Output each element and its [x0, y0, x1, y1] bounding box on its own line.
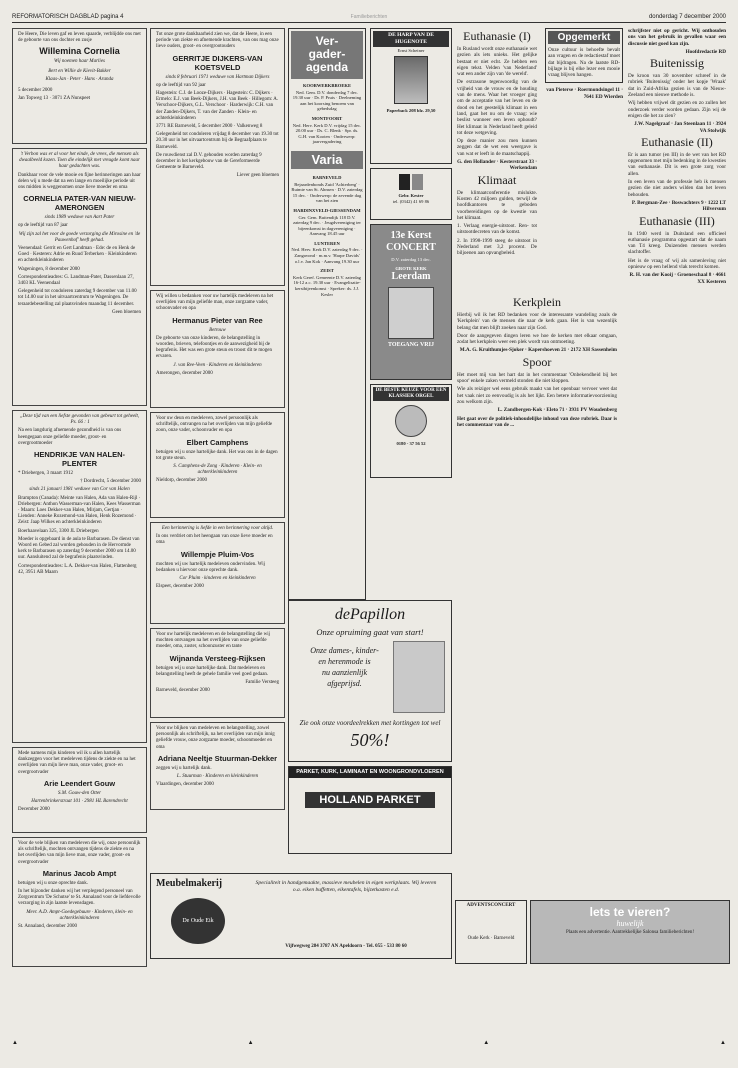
anniv-address: 3771 RE Barneveld, 5 december 2000 · Valkenweg 8: [156, 124, 263, 130]
zeist-text: Kerk Geref. Gemeente D.V. zaterdag 16-12 a.c. 19.30 uur · Evangelisatie-kerstbijeenkomst · Spreker: ds. J.J. Kesler: [293, 274, 361, 297]
thanks2-date: Nieldorp, december 2000: [156, 478, 207, 484]
concert-photo: [388, 287, 434, 339]
e3-signature: R. H. van der Kooij · Groeneschaal 8 · 4661 XX Kesteren: [629, 272, 726, 285]
thanks5-by: L. Stuurman · Kinderen en kleinkinderen: [176, 774, 259, 780]
papillon-photo: [393, 641, 445, 713]
thanks4-body: betuigen wij u onze hartelijke dank. Dat medeleven en belangstelling heeft de gehele familie veel goed gedaan.: [156, 665, 269, 677]
barneveld-heading: BARNEVELD: [312, 174, 342, 180]
thanks1-date: Amerongen, december 2000: [156, 370, 213, 376]
cd-ad: [370, 384, 452, 478]
hardinxveld-heading: HARDINXVELD-GIESSENDAM: [293, 207, 361, 213]
thanks3-date: Elspeet, december 2000: [156, 584, 204, 590]
anniv-since: sinds 8 februari 1971 weduwe van Hartman Dijkers: [165, 74, 270, 80]
papillon-line-1: Onze dames-, kinder-: [310, 646, 379, 655]
paper-name: REFORMATORISCH DAGBLAD pagina 4: [12, 14, 124, 20]
anniv-age: op de leeftijd van 92 jaar: [156, 82, 206, 88]
opgemerkt-body: Onze cultuur is behoefte bevalt aan vragen en de redactiestaf moet dat bijdragen. Na de laatste RD-bijlage is bij elke lezer een mooie vraag blijven hangen.: [548, 47, 620, 79]
mark-icon: ▲: [483, 1040, 490, 1046]
spoor-note: Het gaat over de politiek-inhoudelijke inhoud van deze rubriek. Daar is het commentaar van de ...: [457, 415, 617, 428]
klimaat-p3: 2. In 1998-1999 steeg de uitstoot in Nederland met 3,2 procent. De biljoenen aan opvangbeleid.: [457, 237, 537, 257]
koor-text: Ned. Gem. D.V. donderdag 7 dec. 19.30 uur · Dr. P. Pruis · Deelneming aan het koorsing benoem van gebedsdag: [292, 89, 362, 112]
thanks3-verse: Een herinnering is liefde in een herinnering voor altijd.: [161, 526, 274, 531]
death1-text: Dankbaar voor de vele mooie en fijne herinneringen aan haar delen wij u mede dat na een lange en moeilijke periode uit ons midden is weggenomen onze lieve moeder en oma: [18, 172, 141, 191]
ads-column: [370, 28, 452, 482]
advent-title: ADVENTSCONCERT: [466, 903, 516, 908]
book-cover: [394, 56, 428, 104]
birth-announcement: [12, 28, 147, 144]
cd-phone: 0180 - 37 56 52: [396, 441, 426, 446]
thanks-pluim: [150, 522, 285, 624]
thanks2-name: Elbert Camphens: [186, 437, 249, 447]
left-column: [12, 28, 147, 971]
thanks-gouw: [12, 747, 147, 833]
papillon-ad: [288, 600, 452, 762]
birth-called: Wij noemen haar Marlies: [54, 59, 105, 65]
buitenissig-signature: J.W. Nagelgraaf · Jan Steenlaan 11 · 3924 VA Stolwijk: [634, 121, 726, 134]
thanks-camphens: [150, 412, 285, 518]
page-date: donderdag 7 december 2000: [648, 14, 726, 20]
section-name: Familieberichten: [350, 14, 388, 20]
spoor-signature: L. Zandbergen-Kok · Eleto 71 · 3931 PV Woudenberg: [497, 407, 617, 414]
agenda-column: [288, 28, 366, 604]
lets-sub: huwelijk: [616, 919, 644, 928]
e1-p1: In Rusland wordt onze euthanasie wet gezien als iets unieks. Het gelijke bestaat er niet echt. Ze hebben een eigen tekst. Velden 'van Nederland' wat een ander zijn van 'de wereld'.: [457, 46, 537, 78]
death3-text: Mede namens mijn kinderen wil ik u allen hartelijk dankzeggen voor het medeleven tijdens de ziekte en na het overlijden van mijn lieve man, onze vader, groot- en overgrootvader: [18, 751, 136, 775]
papillon-offer: Zie ook onze voordeelrekken met kortingen tot wel: [299, 719, 441, 727]
thanks1-text: Wij willen u bedanken voor uw hartelijk medeleven na het overlijden van mijn geliefde man, onze zorgzame vader, schoonvader en opa: [156, 294, 274, 312]
thanks-van-ree: [150, 290, 285, 408]
meubel-text: Specialiteit in handgemaakte, massieve meubelen in eigen werkplaats. Wij leveren o.a. eiken buffetten, eikentafels, bijzetkasten e.d.: [255, 880, 437, 893]
concert-free: TOEGANG VRIJ: [388, 342, 434, 349]
death1-spouse: sinds 1989 weduwe van Aart Pater: [44, 215, 115, 221]
letters-column-4: [628, 28, 726, 287]
death4-name: Marinus Jacob Ampt: [42, 868, 117, 878]
varia-title: Varia: [291, 151, 363, 169]
meubel-logo: [171, 898, 225, 944]
anniv-intro: Tot onze grote dankbaarheid zien we, dat de Heere, in een periode van ziekte en afnemende krachten, van ons mag onze lieve ouders, groot- en overgrootouders: [156, 32, 279, 50]
thanks1-role: Betrouw: [209, 327, 226, 333]
death2-died: † Dordrecht, 5 december 2000: [80, 479, 141, 485]
papillon-line-3: nu aanzienlijk: [321, 668, 368, 677]
book-ad: [370, 28, 452, 164]
death1-verse: 't Verbon was er al voor het einde, de vrees, die mensen als dwaalbeeld kozen. Toen die eindelijk met vreugde komt naar haar gedachten was.: [19, 152, 140, 170]
opgemerkt-title: Opgemerkt: [548, 31, 620, 44]
death-announcement-van-halen: [12, 410, 147, 743]
kerkplein-p1: Hierbij wil ik het RD bedanken voor de interessante wandeling zoals de 'Kerkplein' van de mensen die naar de kerk gaan. Het is van wezenlijk belang dat men blijft zoeken naar zijn God.: [457, 312, 617, 331]
thanks-versteeg: [150, 628, 285, 718]
thanks5-body: zeggen wij u hartelijk dank.: [156, 765, 212, 771]
anniv-service: De rouwdienst zal D.V. gehouden worden zaterdag 9 december in het kerkgebouw van de Gereformeerde Gemeente te Barneveld.: [156, 152, 262, 171]
death2-verse: „Deze tijd van een liefste gevonden van gebeurt tot geheelt, Ps. 66 : 1: [19, 414, 140, 426]
thanks2-body: betuigen wij u onze hartelijke dank. Het was ons in de dagen tot grote steun.: [156, 449, 278, 461]
death4-date: St. Annaland, december 2000: [18, 924, 78, 930]
zeist-heading: ZEIST: [320, 268, 334, 274]
death2-family: Brampton (Canada): Meinte van Halen, Ada van Halen-Rijl · Driebergen: Anthon Wasserman-van Halen, Kees Wasserman · Maarn: Loes Dekker-van Halen, Mirjam, Gertjan · Lienden: Anneke Rozemond-van Halen, Henk Rozemond · Zeist: Jaap Wilkes en achterkleinkinderen: [18, 495, 141, 526]
e2-signature: P. Bergman-Zee · Boswachters 9 · 1222 LT Hilversum: [631, 199, 726, 213]
birth-intro: De Heere, Die leven gaf en leven spaarde, verblijdde ons met de geboorte van ons dochter en zusje: [18, 32, 141, 44]
kerkplein-title: Kerkplein: [513, 295, 561, 309]
death2-since: sinds 21 januari 1981 weduwe van Cor van Halen: [29, 487, 130, 493]
hardinxveld-text: Ger. Gem. Buitendijk 118 D.V. zaterdag 9 dec. · Jeugdvereniging ter bijeenkomst in dagvereniging · Aanvang 18.45 uur: [293, 214, 361, 237]
death3-name: Arie Leendert Gouw: [43, 778, 116, 788]
anniv-condolence: Gelegenheid tot condoleren vrijdag 8 december van 19.30 tot 20.30 uur in het uitvaartcentrum bij de Begraafplaats te Barneveld.: [156, 132, 279, 150]
e2-title: Euthanasie (II): [641, 134, 713, 149]
thanks3-body: mochten wij uw hartelijk medeleven ondervinden. Wij bedanken u hiervoor onze oprechte dank.: [156, 561, 265, 573]
opgemerkt-box: [545, 28, 623, 83]
death3-date: December 2000: [18, 807, 50, 813]
advent-ad: [455, 900, 527, 964]
agenda-box: [288, 28, 366, 600]
koor-heading: KOORWERKBROEKE: [302, 83, 352, 88]
e1-signature: G. den Hollander · Kesterstraat 33 · Werkendam: [457, 159, 537, 172]
e1-p2: De extrasone tegenwoordig van de vrijheid van de vrouw en de houding van de mens. Waar het vroeger ging om de acceptatie van het leven en de dood en het geestelijk klimaat in een land, gaat het nu om de vraag: wie beslist wanneer een leven ophoudt? Het klimaat in Nederland heeft geleid tot deze wetgeving.: [457, 79, 537, 136]
klimaat-title: Klimaat: [477, 172, 517, 187]
e3-p2: Het is de vraag of wij als samenleving niet opnieuw op een hellend vlak terecht komen.: [628, 257, 726, 271]
kerkplein-p2: Door de aangegeven dingen leren we hoe de kerken met elkaar omgaan, zodat het kerkplein weer een plek wordt van ontmoeting.: [457, 332, 617, 346]
registration-marks: [12, 1040, 726, 1048]
parket-title: PARKET, KURK, LAMINAAT EN WOONGRONDVLOEREN: [289, 767, 451, 778]
death2-notice: Moeder is opgebaard in de aula te Barbarasen. De dienst van Woord en Gebed zal worden gehouden in de Hervormde kerk te Barbarasen op zaterdag 9 december 2000 om 14.00 uur. Aansluitend zal de begrafenis plaatsvinden.: [18, 536, 140, 561]
death1-note: Geen bloemen: [111, 309, 141, 315]
thanks1-name: Hermanus Pieter van Ree: [172, 315, 263, 325]
thanks4-name: Wijnanda Versteeg-Rijksen: [169, 653, 266, 663]
lunteren-text: Ned. Herv. Kerk D.V. zaterdag 9 dec. · Zangavond · m.m.v. 'Harpe Davids' o.l.v. Jan Kok · Aanvang 19.30 uur: [291, 247, 363, 264]
lets-text: Plaats een advertentie. Aantrekkelijke Salonsa familieberichten!: [565, 930, 694, 935]
concert-title: 13e Kerst CONCERT: [386, 230, 436, 253]
agenda-title-1: Ver-: [315, 34, 339, 48]
papillon-copy: [297, 645, 392, 689]
anniv-name: GERRITJE DIJKERS-VAN KOETSVELD: [172, 53, 263, 72]
thanks4-by: Familie Versteeg: [245, 680, 279, 686]
meubel-title: Meubelmakerij: [156, 878, 223, 889]
thanks5-date: Vlaardingen, december 2000: [156, 782, 214, 788]
book-author: Ernst Scheiner: [397, 48, 425, 53]
mark-icon: ▲: [720, 1040, 726, 1046]
middle-column: [150, 28, 285, 814]
meubel-ad: [150, 873, 452, 959]
spoor-p2: Wie als reiziger wel eens gebruik maakt van het openbaar vervoer weet dat het vaak niet zo eenvoudig is als het lijkt. Een betere informatievoorziening zou welkom zijn.: [457, 386, 617, 405]
cd-title: DE BESTE KEUZE VOOR EEN KLASSIEK ORGEL: [373, 387, 449, 401]
death2-name: HENDRIKJE VAN HALEN-PLENTER: [33, 450, 126, 469]
death4-by: Mevr. A.D. Ampt-Goedegebuure · Kinderen, klein- en achterkleinkinderen: [26, 909, 133, 921]
mark-icon: ▲: [12, 1040, 18, 1046]
letters-column-2: [457, 294, 617, 430]
thanks3-name: Willempje Pluim-Vos: [180, 549, 255, 559]
opgemerkt-signature: van Pieterse · Roermondsingel 11 · 7641 ED Wierden: [546, 87, 623, 100]
lets-title: lets te vieren?: [589, 905, 671, 919]
death-announcement-pater: [12, 148, 147, 406]
death2-correspondence: Correspondentieadres: L.A. Dekker-van Halen, Flattenberg 42, 3951 AB Maarn: [18, 563, 137, 575]
obituary-dijkers: [150, 28, 285, 286]
book-title: DE HARP VAN DE HUGENOTE: [373, 31, 449, 47]
thanks4-date: Barneveld, december 2000: [156, 688, 210, 694]
barneveld-text: Bejaardenbonds Zuid 'Achterberg' · Ruimte van St. Ahnsen · D.V. zaterdag 15 dec. · Onderwerp: de zevende dag van het zien: [291, 181, 363, 204]
death1-quote: Wij zijn zal het voor de goede verzorging die Mirosine en 'de Pauwenhof' heeft gehad.: [18, 231, 141, 243]
parket-ad: [288, 766, 452, 854]
e2-p2: In een leven van de professie heb ik mensen gezien die niet anders wilden dan het leven behouden.: [628, 179, 726, 198]
death2-text: Na een langdurig afnemende gezondheid is van ons heengegaan onze geliefde moeder, groot- en overgrootmoeder: [18, 428, 122, 446]
e2-p1: Er is aan tumor (en III) in de wet van het RD opgenomen met mijn bedenking in de kwesties van euthanasie. Dit is een grote zorg voor allen.: [628, 151, 726, 177]
concert-ad: [370, 224, 452, 380]
lets-vieren-ad: [530, 900, 730, 964]
schrijf-text: schrijfster niet op gericht. Wij onthouden ons van het gebruik in gevallen waar een discussie niet goed kan zijn.: [628, 28, 726, 47]
birth-date: 5 december 2000: [18, 88, 53, 94]
meubel-brand: De Oude Eik: [182, 918, 214, 924]
thanks1-by: J. van Ree-Veen · Kinderen en kleinkinderen: [173, 362, 262, 368]
letters-column-3: [545, 28, 623, 102]
buitenissig-title: Buitenissig: [649, 56, 704, 71]
death2-born: * Driebergen, 3 maart 1912: [18, 471, 74, 477]
birth-siblings: Klaas-Jan · Peter · Hans · Aranda: [45, 76, 114, 82]
thanks3-text: In ons verdriet om het heengaan van onze lieve moeder en oma: [156, 534, 273, 546]
lunteren-heading: LUNTEREN: [314, 240, 340, 246]
kester-phone: tel. (0342) 41 69 86: [392, 198, 430, 204]
anniv-note: Liever geen bloemen: [236, 173, 279, 179]
birth-parents: Bert en Willie de Kievit-Bakker: [48, 68, 111, 74]
papillon-line-4: afgeprijsd.: [327, 679, 362, 688]
thanks1-body: De geboorte van onze kinderen, de belangstelling in woorden, brieven, telefoontjes en de aanwezigheid bij de begrafenis. Het was een grote steun en troost dit te mogen ervaren.: [156, 335, 272, 360]
thanks2-by: S. Camphens-de Zong · Kinderen · Klein- en achterkleinkinderen: [173, 464, 262, 476]
book-price: Paperback 208 blz. 29,50: [386, 107, 436, 113]
death4-extra: In het bijzonder danken wij het verplegend personeel van Zorgcentrum 'De Schutse' te St. Annaland voor de liefdevolle verzorging in zijn laatste levensdagen.: [18, 889, 141, 907]
mark-icon: ▲: [247, 1040, 254, 1046]
concert-church: GROTE KERK: [395, 265, 427, 271]
schrijf-signature: Hoofdredactie RD: [685, 48, 726, 55]
birth-address: Jan Topweg 13 · 3071 ZA Nunspeet: [18, 96, 91, 102]
e3-p1: In 1940 werd in Duitsland een officieel euthanasie programma opgestart dat de naam van T4 kreeg. Duizenden mensen werden slachtoffer.: [628, 230, 726, 256]
parket-brand: HOLLAND PARKET: [305, 792, 435, 808]
papillon-percent: 50%!: [350, 730, 390, 750]
concert-date: D.V. zaterdag 13 dec.: [391, 257, 431, 262]
death1-funeral: Gelegenheid tot condoleren zaterdag 9 december van 11.00 tot 14.00 uur in het uitvaartcentrum te Wageningen. De teraardebestelling zal plaatsvinden maandag 11 december.: [18, 289, 137, 307]
kester-ad: [370, 168, 452, 220]
thanks3-by: Cor Pluim · kinderen en kleinkinderen: [179, 576, 256, 582]
spoor-p1: Het moet mij van het hart dat in het commentaar 'Onbekendheid bij het spoor' enkele zaken vermeld stonden die niet kloppen.: [457, 371, 617, 385]
death4-thanks: betuigen wij u onze oprechte dank.: [18, 880, 88, 886]
advent-place: Oude Kerk · Barneveld: [467, 936, 515, 941]
papillon-name: dePapillon: [334, 606, 406, 623]
klimaat-p2: 1. Verlaag energie-uitstoot. Ren- tot uitstootdecreten van de komst.: [457, 223, 537, 236]
death3-by: S.M. Gouw-den Otter: [57, 790, 102, 796]
thanks5-name: Adriana Neeltje Stuurman-Dekker: [157, 753, 278, 763]
thanks-stuurman: [150, 722, 285, 810]
agenda-title: [291, 31, 363, 79]
death1-name: CORNELIA PATER-VAN NIEUW-AMERONGEN: [23, 194, 136, 213]
death4-text: Voor de vele blijken van medeleven die wij, onze persoonlijk als schriftelijk, mochten ontvangen tijdens de ziekte en na het overlijden van mijn lieve man, onze vader, groot- en overgrootvader: [18, 841, 141, 865]
birth-name: Willemina Cornelia: [39, 46, 120, 57]
meubel-address: Vijfwegweg 284 3787 AN Apeldoorn - Tel. 055 - 533 80 60: [285, 944, 407, 949]
buitenissig-p1: De kroon van 30 november schreef in de rubriek 'Buitenissig' onder het kopje 'Wraak' dat in Zuid-Afrika gezien is van de Nieuw-Zeeland een nieuwe methode is.: [628, 73, 726, 99]
thanks4-text: Voor uw hartelijk medeleven en de belangstelling die wij mochten ontvangen na het overlijden van onze geliefde moeder, oma, zuster, schoonzuster en tante: [156, 632, 271, 650]
concert-place: Leerdam: [391, 271, 431, 283]
thanks-ampt: [12, 837, 147, 967]
kester-name: Gebr. Kester: [398, 193, 424, 198]
letters-column-1: [457, 28, 537, 259]
thanks5-text: Voor uw blijken van medeleven en belangstelling, zowel persoonlijk als schriftelijk, na het overlijden van mijn innig geliefde vrouw, onze zorgzame moeder, schoonmoeder en oma: [156, 726, 275, 750]
anniv-family: Hagestein: C.J. de Looze-Dijkers · Hagestein: C. Dijkers · Ermelo: E.J. van Beek-Dijkers, J.H. van Beek · Hillegom: A. Verschoor-Dijkers, G.L. Verschoor · Harderwijk: C.H. van der Zanden-Dijkers, T. van der Zanden · Klein- en achterkleinkinderen: [156, 91, 279, 121]
e1-p3: Op deze manier zou men kunnen zeggen dat de wet een weergave is van wat er leeft in de maatschappij.: [457, 138, 537, 157]
agenda-title-2: gader-: [308, 47, 346, 61]
kester-logo-icon: [398, 173, 424, 191]
buitenissig-p2: Wij hebben vrijwel dit gezien en zo zullen het onderzoek verder worden gedaan. Zijn wij de enigen die het zo zien?: [628, 100, 726, 119]
spoor-title: Spoor: [522, 354, 552, 369]
agenda-title-3: agenda: [305, 60, 348, 74]
thanks2-text: Voor uw deun en medeleven, zowel persoonlijk als schriftelijk, ontvangen na het overlijden van mijn geliefde zoon, onze vader, schoonvader en opa: [156, 416, 273, 434]
kerkplein-signature: M.A. G. Kruithumjes-Sjoker · Kapershoeven 21 · 2172 XH Sassenheim: [459, 347, 617, 354]
death3-address: Hartenbrinkerstraat 101 · 2981 HL Barendrecht: [31, 799, 128, 805]
death1-family: Veenendaal: Gerrit en Gert Landman · Ede: de en Henk de Goed · Kesteren: Adrie en Ruud Terberken · Kleinkinderen en achterkleinkinderen: [18, 246, 137, 264]
death1-correspondence: Correspondentieadres: G. Landman-Pater, Dassenlaan 27, 3403 KL Veenendaal: [18, 274, 134, 287]
e1-title: Euthanasie (I): [463, 29, 531, 43]
e3-title: Euthanasie (III): [639, 213, 715, 228]
death2-address: Boerhaavelaan 325, 3300 JL Driebergen: [18, 528, 99, 534]
page-header: [12, 8, 726, 23]
papillon-tagline: Onze opruiming gaat van start!: [316, 627, 424, 637]
montfoort-text: Ned. Herv. Kerk D.V. vrijdag 15 dec. 20.00 uur · Ds. C. Blenk · Spr. ds. G.H. van Kooten · Onderwerp: jaarvergadering: [292, 122, 362, 145]
death1-age: op de leeftijd van 87 jaar: [18, 223, 68, 229]
death1-place: Wageningen, 8 december 2000: [18, 266, 80, 272]
papillon-line-2: en herenmode is: [318, 657, 371, 666]
cd-image: [395, 405, 427, 437]
montfoort-heading: MONTFOORT: [311, 115, 343, 121]
klimaat-p1: De klimaatconferentie mislukte. Kosten 42 miljoen gulden, terwijl de hoofdkantoren te geboden voorbereidingen op de kwestie van het klimaat.: [457, 189, 537, 221]
